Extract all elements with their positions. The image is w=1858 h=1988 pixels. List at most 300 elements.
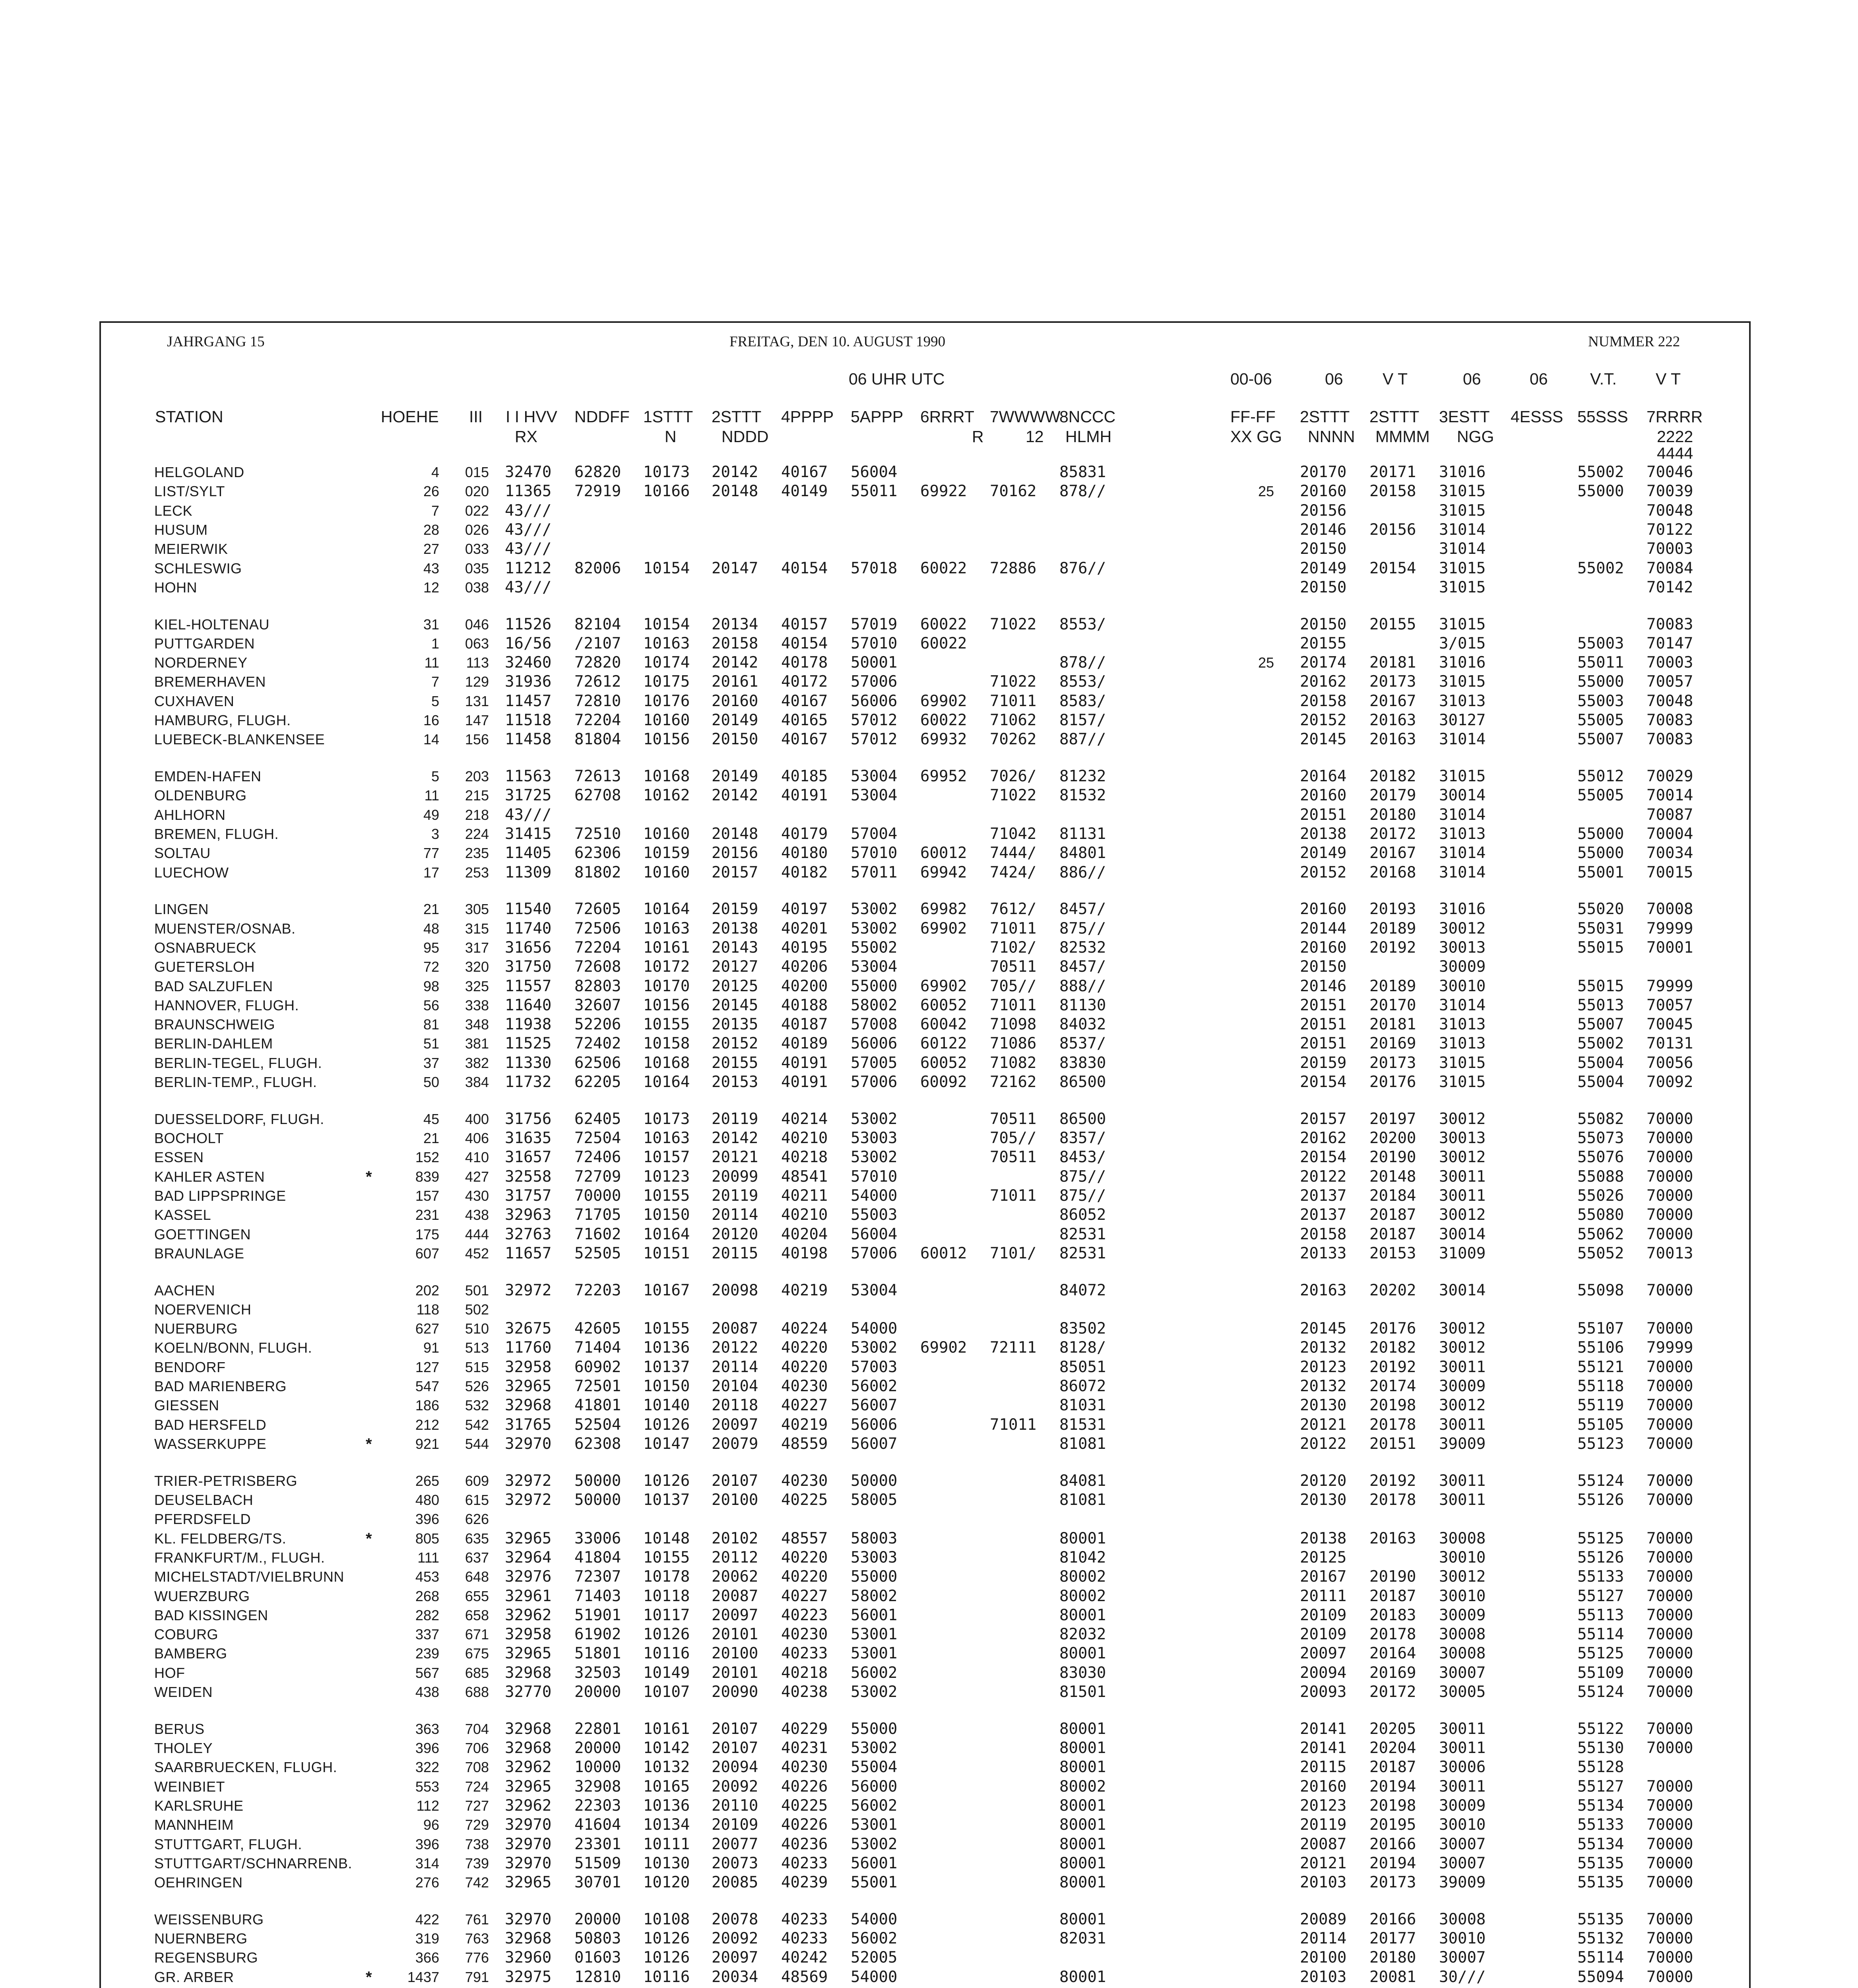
table-cell: 50000 (574, 1491, 621, 1509)
table-cell: 39009 (1439, 1435, 1486, 1453)
table-cell: 675 (465, 1645, 489, 1662)
table-cell: 70000 (1647, 1968, 1693, 1986)
table-cell: 20187 (1369, 1225, 1416, 1243)
table-cell: 51 (423, 1035, 439, 1052)
station-name: AACHEN (154, 1282, 215, 1299)
col-6rrrt: 6RRRT (920, 408, 974, 426)
table-row (0, 1377, 1858, 1396)
table-cell: 567 (415, 1664, 439, 1681)
table-row (0, 1529, 1858, 1548)
table-cell: 32970 (505, 1854, 552, 1872)
table-cell: 453 (415, 1569, 439, 1585)
table-cell: 22801 (574, 1720, 621, 1738)
table-cell: 55125 (1577, 1644, 1624, 1663)
table-cell: 20100 (712, 1491, 758, 1509)
group-vt-b: V.T. (1590, 370, 1617, 388)
table-cell: 30006 (1439, 1758, 1486, 1776)
station-name: WEIDEN (154, 1684, 213, 1701)
table-cell: 10120 (643, 1873, 690, 1892)
table-cell: 452 (465, 1245, 489, 1262)
station-name: MEIERWIK (154, 541, 228, 557)
table-cell: 70083 (1647, 615, 1693, 633)
station-name: BOCHOLT (154, 1130, 224, 1147)
table-cell: 56 (423, 997, 439, 1013)
table-cell: 202 (415, 1282, 439, 1299)
table-cell: 55003 (1577, 634, 1624, 652)
table-cell: 45 (423, 1110, 439, 1127)
station-name: CUXHAVEN (154, 693, 235, 709)
table-cell: 62405 (574, 1110, 621, 1128)
table-cell: 337 (415, 1626, 439, 1643)
mountain-marker: * (366, 1530, 372, 1547)
col-ihvv: I I HVV (506, 408, 557, 426)
table-cell: 10137 (643, 1491, 690, 1509)
table-cell: 40200 (781, 977, 828, 995)
table-cell: 31009 (1439, 1244, 1486, 1262)
table-cell: 98 (423, 978, 439, 994)
table-cell: 20125 (1300, 1548, 1347, 1567)
table-cell: 20193 (1369, 900, 1416, 918)
table-cell: 20102 (712, 1529, 758, 1547)
table-cell: 39009 (1439, 1873, 1486, 1892)
table-cell: 70000 (1647, 1148, 1693, 1167)
table-cell: 55124 (1577, 1472, 1624, 1490)
table-cell: 55013 (1577, 996, 1624, 1014)
station-name: BAD HERSFELD (154, 1416, 267, 1433)
table-cell: 40157 (781, 615, 828, 633)
table-cell: 79999 (1647, 919, 1693, 938)
table-cell: 729 (465, 1817, 489, 1833)
table-cell: 30012 (1439, 1396, 1486, 1415)
table-cell: 31015 (1439, 1073, 1486, 1091)
table-row (0, 1929, 1858, 1948)
table-cell: 80001 (1059, 1910, 1106, 1928)
table-cell: 55088 (1577, 1167, 1624, 1186)
table-cell: 62820 (574, 463, 621, 481)
table-cell: 724 (465, 1778, 489, 1795)
table-row (0, 520, 1858, 540)
table-cell: 20150 (1300, 615, 1347, 633)
table-cell: 30009 (1439, 958, 1486, 976)
table-cell: 40220 (781, 1568, 828, 1586)
table-cell: 60052 (920, 996, 967, 1014)
station-name: BERLIN-TEMP., FLUGH. (154, 1074, 317, 1090)
table-cell: 58005 (851, 1491, 898, 1509)
table-row (0, 1319, 1858, 1338)
table-cell: 52504 (574, 1415, 621, 1434)
table-cell: 215 (465, 787, 489, 804)
table-cell: 20149 (1300, 844, 1347, 862)
table-cell: 80002 (1059, 1587, 1106, 1605)
table-row (0, 900, 1858, 919)
table-cell: 32968 (505, 1739, 552, 1757)
table-cell: 69952 (920, 767, 967, 786)
table-cell: 20200 (1369, 1129, 1416, 1147)
table-cell: 32958 (505, 1358, 552, 1376)
table-cell: 31015 (1439, 673, 1486, 691)
table-cell: 70000 (1647, 1206, 1693, 1224)
table-cell: 30007 (1439, 1949, 1486, 1967)
table-cell: 69982 (920, 900, 967, 918)
table-cell: 20135 (712, 1015, 758, 1034)
table-cell: 31015 (1439, 578, 1486, 596)
col-12: 12 (1026, 427, 1044, 446)
table-row (0, 1606, 1858, 1625)
table-cell: 57011 (851, 863, 898, 881)
table-cell: 20000 (574, 1739, 621, 1757)
table-row (0, 501, 1858, 520)
table-cell: 20107 (712, 1720, 758, 1738)
table-cell: 70000 (1647, 1548, 1693, 1567)
table-cell: 20114 (712, 1358, 758, 1376)
table-cell: 31015 (1439, 615, 1486, 633)
table-cell: 55080 (1577, 1206, 1624, 1224)
table-cell: 55098 (1577, 1281, 1624, 1299)
table-cell: 20194 (1369, 1854, 1416, 1872)
station-name: BRAUNSCHWEIG (154, 1016, 275, 1033)
table-cell: 71011 (990, 692, 1037, 710)
table-cell: 20161 (712, 673, 758, 691)
col-ff-ff: FF-FF (1230, 408, 1276, 426)
table-cell: 30005 (1439, 1683, 1486, 1701)
table-cell: 55000 (1577, 673, 1624, 691)
group-06-utc: 06 UHR UTC (849, 370, 945, 388)
table-cell: 40185 (781, 767, 828, 786)
table-cell: 31015 (1439, 501, 1486, 520)
table-cell: 40187 (781, 1015, 828, 1034)
table-cell: 55020 (1577, 900, 1624, 918)
table-cell: 53004 (851, 767, 898, 786)
table-cell: 40191 (781, 1054, 828, 1072)
table-cell: 56007 (851, 1396, 898, 1415)
table-cell: 81031 (1059, 1396, 1106, 1415)
table-cell: 338 (465, 997, 489, 1013)
table-row (0, 1148, 1858, 1167)
mountain-marker: * (366, 1968, 372, 1986)
group-00-06: 00-06 (1230, 370, 1272, 388)
table-cell: 55105 (1577, 1415, 1624, 1434)
table-row (0, 863, 1858, 882)
table-row (0, 1338, 1858, 1357)
table-cell: 85831 (1059, 463, 1106, 481)
table-cell: 70000 (1647, 1606, 1693, 1624)
table-cell: 20151 (1300, 1015, 1347, 1034)
station-name: MANNHEIM (154, 1817, 234, 1833)
table-cell: 81232 (1059, 767, 1106, 786)
table-cell: 57010 (851, 1167, 898, 1186)
table-row (0, 1206, 1858, 1225)
table-cell: 70000 (1647, 1415, 1693, 1434)
table-cell: 58003 (851, 1529, 898, 1547)
table-row (0, 1796, 1858, 1815)
table-cell: 32965 (505, 1873, 552, 1892)
station-name: HOF (154, 1664, 185, 1681)
table-cell: 69942 (920, 863, 967, 881)
table-cell: 70131 (1647, 1035, 1693, 1053)
table-cell: 70122 (1647, 520, 1693, 539)
table-cell: 55132 (1577, 1930, 1624, 1948)
table-cell: 8553/ (1059, 673, 1106, 691)
table-cell: 43/// (505, 806, 552, 824)
table-row (0, 1281, 1858, 1300)
table-cell: 40204 (781, 1225, 828, 1243)
station-name: SAARBRUECKEN, FLUGH. (154, 1759, 337, 1776)
table-cell: 70000 (1647, 1930, 1693, 1948)
table-cell: 20176 (1369, 1073, 1416, 1091)
table-cell: 71404 (574, 1339, 621, 1357)
table-cell: 22303 (574, 1796, 621, 1815)
table-cell: 55026 (1577, 1186, 1624, 1205)
table-cell: 20164 (1300, 767, 1347, 786)
table-cell: 10150 (643, 1206, 690, 1224)
table-cell: 40167 (781, 730, 828, 749)
table-cell: 57006 (851, 1244, 898, 1262)
table-cell: 82531 (1059, 1244, 1106, 1262)
table-cell: 40239 (781, 1873, 828, 1892)
table-cell: 20195 (1369, 1816, 1416, 1834)
table-cell: 70000 (1647, 1186, 1693, 1205)
table-cell: 91 (423, 1340, 439, 1356)
table-row (0, 634, 1858, 653)
table-cell: 20062 (712, 1568, 758, 1586)
table-row (0, 1225, 1858, 1244)
table-cell: 72820 (574, 654, 621, 672)
table-cell: 20192 (1369, 938, 1416, 957)
table-cell: 10178 (643, 1568, 690, 1586)
table-cell: 48569 (781, 1968, 828, 1986)
table-cell: 40179 (781, 825, 828, 843)
table-cell: 50803 (574, 1930, 621, 1948)
table-cell: 20173 (1369, 673, 1416, 691)
table-cell: 32965 (505, 1377, 552, 1396)
table-cell: 212 (415, 1416, 439, 1433)
table-cell: 11518 (505, 711, 552, 730)
table-cell: 53002 (851, 1110, 898, 1128)
table-cell: 82532 (1059, 938, 1106, 957)
table-cell: 7101/ (990, 1244, 1037, 1262)
table-cell: 70083 (1647, 711, 1693, 730)
table-cell: 157 (415, 1187, 439, 1204)
table-cell: 30011 (1439, 1415, 1486, 1434)
table-cell: 11212 (505, 559, 552, 577)
table-cell: 23301 (574, 1835, 621, 1853)
table-cell: 80001 (1059, 1644, 1106, 1663)
table-row (0, 1587, 1858, 1606)
table-cell: 805 (415, 1530, 439, 1547)
table-cell: 319 (415, 1930, 439, 1947)
table-cell: 422 (415, 1911, 439, 1928)
table-cell: 10172 (643, 958, 690, 976)
table-cell: 30012 (1439, 1568, 1486, 1586)
table-cell: 70000 (1647, 1110, 1693, 1128)
table-cell: 82032 (1059, 1625, 1106, 1644)
table-cell: 31415 (505, 825, 552, 843)
table-cell: 20132 (1300, 1339, 1347, 1357)
table-cell: 20078 (712, 1910, 758, 1928)
table-cell: 32470 (505, 463, 552, 481)
table-cell: 325 (465, 978, 489, 994)
table-cell: 20190 (1369, 1148, 1416, 1167)
table-cell: 55107 (1577, 1320, 1624, 1338)
table-cell: 129 (465, 674, 489, 690)
table-cell: 739 (465, 1855, 489, 1872)
station-name: PFERDSFELD (154, 1511, 251, 1528)
table-cell: 10134 (643, 1816, 690, 1834)
table-cell: 70000 (1647, 1739, 1693, 1757)
table-cell: 513 (465, 1340, 489, 1356)
table-cell: 231 (415, 1207, 439, 1223)
table-cell: 55123 (1577, 1435, 1624, 1453)
table-cell: 705// (990, 1129, 1037, 1147)
table-cell: 81802 (574, 863, 621, 881)
table-cell: 10149 (643, 1664, 690, 1682)
table-cell: 52505 (574, 1244, 621, 1262)
table-cell: 317 (465, 939, 489, 956)
station-name: GOETTINGEN (154, 1226, 251, 1242)
table-cell: 72406 (574, 1148, 621, 1167)
table-cell: 16 (423, 712, 439, 729)
table-cell: 11732 (505, 1073, 552, 1091)
table-cell: 186 (415, 1397, 439, 1414)
table-cell: 218 (465, 806, 489, 823)
table-cell: 20109 (1300, 1606, 1347, 1624)
table-cell: 20130 (1300, 1491, 1347, 1509)
table-cell: 40226 (781, 1777, 828, 1796)
table-cell: 20153 (1369, 1244, 1416, 1262)
table-cell: 25 (1258, 654, 1274, 671)
table-cell: 40178 (781, 654, 828, 672)
table-cell: 30127 (1439, 711, 1486, 730)
table-cell: 80001 (1059, 1835, 1106, 1853)
table-cell: 20167 (1369, 844, 1416, 862)
table-cell: 8457/ (1059, 900, 1106, 918)
table-cell: 70000 (1647, 1873, 1693, 1892)
table-cell: 25 (1258, 483, 1274, 500)
table-cell: 71062 (990, 711, 1037, 730)
table-cell: 20094 (1300, 1664, 1347, 1682)
table-cell: 71022 (990, 673, 1037, 691)
table-cell: 30008 (1439, 1529, 1486, 1547)
table-cell: 82104 (574, 615, 621, 633)
table-cell: 32962 (505, 1758, 552, 1776)
col-hoehe: HOEHE (381, 408, 439, 426)
station-name: BAD SALZUFLEN (154, 978, 273, 994)
table-cell: 400 (465, 1110, 489, 1127)
table-cell: 20152 (712, 1035, 758, 1053)
table-cell: 20146 (1300, 520, 1347, 539)
table-cell: 70029 (1647, 767, 1693, 786)
table-cell: 40226 (781, 1816, 828, 1834)
table-cell: 72709 (574, 1167, 621, 1186)
table-cell: 20167 (1300, 1568, 1347, 1586)
station-name: SCHLESWIG (154, 560, 242, 577)
station-name: KARLSRUHE (154, 1797, 244, 1814)
table-cell: 53003 (851, 1548, 898, 1567)
table-cell: 70000 (1647, 1435, 1693, 1453)
table-cell: 7612/ (990, 900, 1037, 918)
table-cell: 20187 (1369, 1587, 1416, 1605)
station-name: LUEBECK-BLANKENSEE (154, 731, 325, 748)
table-cell: 40191 (781, 786, 828, 805)
table-cell: 60022 (920, 615, 967, 633)
station-name: LECK (154, 502, 193, 519)
table-cell: 53002 (851, 1339, 898, 1357)
station-name: OLDENBURG (154, 787, 247, 804)
group-06-a: 06 (1325, 370, 1343, 388)
table-cell: 31635 (505, 1129, 552, 1147)
table-cell: 57005 (851, 1054, 898, 1072)
table-cell: 20107 (712, 1739, 758, 1757)
table-cell: 11405 (505, 844, 552, 862)
table-cell: 152 (415, 1149, 439, 1166)
table-cell: 72886 (990, 559, 1037, 577)
table-cell: 30010 (1439, 1816, 1486, 1834)
table-cell: 55109 (1577, 1664, 1624, 1682)
table-cell: 71022 (990, 786, 1037, 805)
table-cell: 40230 (781, 1625, 828, 1644)
table-cell: 32972 (505, 1472, 552, 1490)
table-cell: 10130 (643, 1854, 690, 1872)
table-cell: 10140 (643, 1396, 690, 1415)
table-cell: 10107 (643, 1683, 690, 1701)
table-cell: 20170 (1300, 463, 1347, 481)
table-cell: 70003 (1647, 654, 1693, 672)
table-cell: 84072 (1059, 1281, 1106, 1299)
table-cell: 70000 (1647, 1377, 1693, 1396)
table-cell: 40233 (781, 1910, 828, 1928)
table-cell: 28 (423, 521, 439, 538)
group-vt-c: V T (1656, 370, 1681, 388)
table-cell: 30012 (1439, 1320, 1486, 1338)
table-cell: 40230 (781, 1758, 828, 1776)
table-cell: 7 (431, 674, 439, 690)
table-cell: 20120 (712, 1225, 758, 1243)
station-name: STUTTGART, FLUGH. (154, 1836, 302, 1852)
table-cell: 70045 (1647, 1015, 1693, 1034)
table-cell: 10156 (643, 996, 690, 1014)
station-name: KOELN/BONN, FLUGH. (154, 1340, 312, 1356)
table-cell: 20172 (1369, 825, 1416, 843)
table-cell: 30010 (1439, 1548, 1486, 1567)
table-row (0, 825, 1858, 844)
table-cell: 20192 (1369, 1358, 1416, 1376)
table-cell: 60012 (920, 1244, 967, 1262)
table-cell: 30014 (1439, 786, 1486, 805)
table-cell: 20163 (1300, 1281, 1347, 1299)
table-cell: 55003 (1577, 692, 1624, 710)
station-name: BRAUNLAGE (154, 1245, 244, 1262)
table-cell: 20138 (712, 919, 758, 938)
table-cell: 10161 (643, 938, 690, 957)
table-cell: 57018 (851, 559, 898, 577)
table-cell: 85051 (1059, 1358, 1106, 1376)
table-cell: 77 (423, 845, 439, 862)
table-cell: 80002 (1059, 1777, 1106, 1796)
table-cell: 32968 (505, 1930, 552, 1948)
table-cell: 20181 (1369, 654, 1416, 672)
table-cell: 10159 (643, 844, 690, 862)
table-cell: 40218 (781, 1664, 828, 1682)
table-cell: 10117 (643, 1606, 690, 1624)
table-cell: 10136 (643, 1796, 690, 1815)
table-cell: 20137 (1300, 1206, 1347, 1224)
table-cell: 20157 (712, 863, 758, 881)
table-cell: 81081 (1059, 1435, 1106, 1453)
table-cell: 20119 (712, 1110, 758, 1128)
table-cell: 20160 (1300, 938, 1347, 957)
table-cell: 40197 (781, 900, 828, 918)
table-cell: 20081 (1369, 1968, 1416, 1986)
